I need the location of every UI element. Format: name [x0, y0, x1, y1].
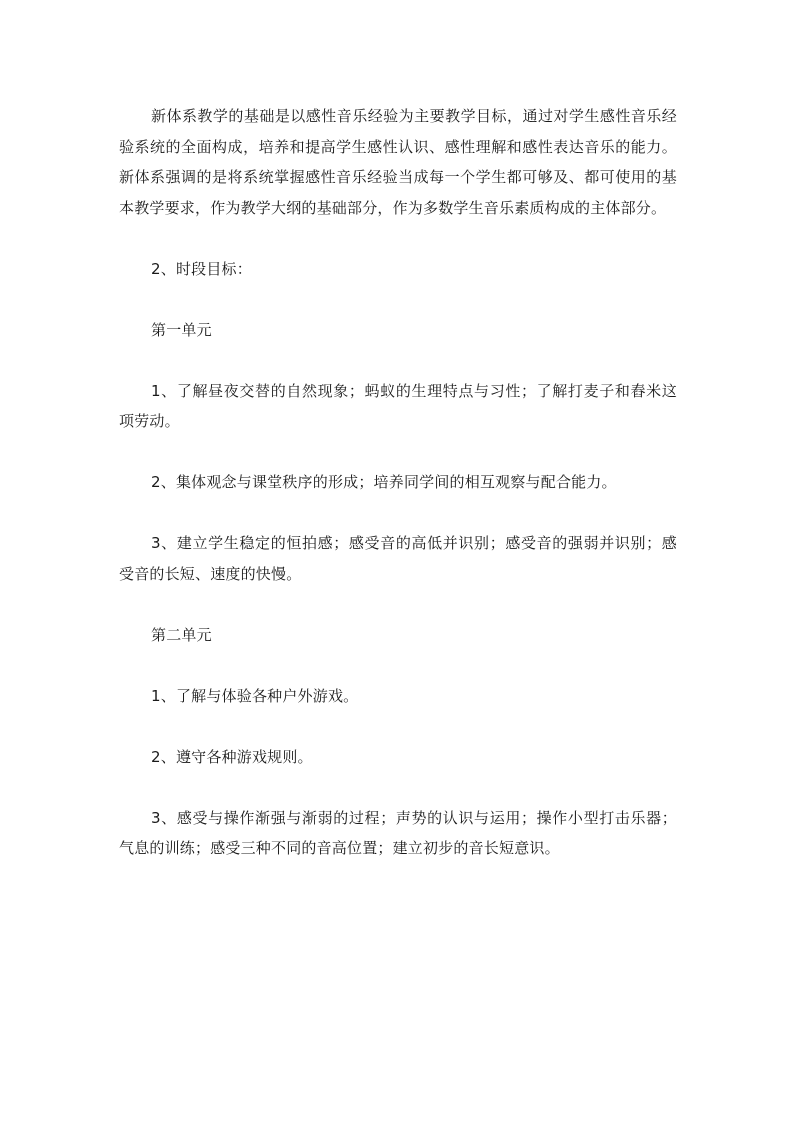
unit-1-item-2: 2、集体观念与课堂秩序的形成；培养同学间的相互观察与配合能力。: [151, 473, 617, 491]
paragraph-spacer: [119, 284, 677, 315]
intro-paragraph: 新体系教学的基础是以感性音乐经验为主要教学目标，通过对学生感性音乐经验系统的全面构成，培养和提高学生感性认识、感性理解和感性表达音乐的能力。新体系强调的是将系统掌握感性音乐经验当成每一个学生都可够及、都可使用的基本教学要求，作为教学大纲的基础部分，作为多数学生音乐素质构成的主体部分。: [119, 107, 677, 217]
unit-2-item-2: 2、遵守各种游戏规则。: [151, 747, 313, 766]
unit-1-item-1: 1、了解昼夜交替的自然现象；蚂蚁的生理特点与习性；了解打麦子和舂米这项劳动。: [119, 381, 677, 430]
paragraph-spacer: [119, 650, 677, 681]
unit-2-item-1: 1、了解与体验各种户外游戏。: [151, 686, 359, 705]
unit-2-item-3: 3、感受与操作渐强与渐弱的过程；声势的认识与运用；操作小型打击乐器；气息的训练；感受三种不同的音高位置；建立初步的音长短意识。: [119, 808, 677, 857]
paragraph-spacer: [119, 772, 677, 803]
unit-1-heading: 第一单元: [151, 320, 212, 339]
document-body: [119, 101, 677, 864]
paragraph-spacer: [119, 223, 677, 254]
paragraph-spacer: [119, 345, 677, 376]
paragraph-spacer: [119, 711, 677, 742]
section-heading: 2、时段目标：: [151, 259, 252, 278]
unit-1-item-3: 3、建立学生稳定的恒拍感；感受音的高低并识别；感受音的强弱并识别；感受音的长短、速度的快慢。: [119, 534, 677, 583]
paragraph-spacer: [119, 437, 677, 468]
paragraph-spacer: [119, 498, 677, 529]
paragraph-spacer: [119, 589, 677, 620]
unit-2-heading: 第二单元: [151, 625, 212, 644]
